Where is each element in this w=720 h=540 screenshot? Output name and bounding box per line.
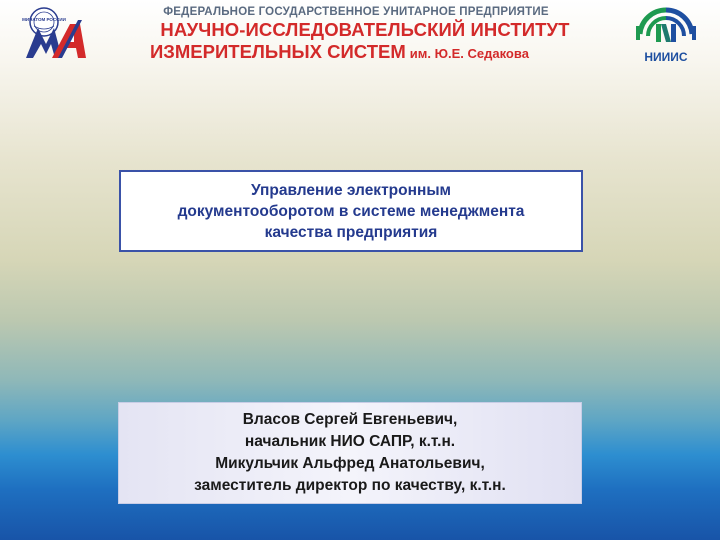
title-line: документооборотом в системе менеджмента (177, 202, 525, 220)
niiis-label: НИИИС (644, 50, 688, 64)
header (0, 0, 720, 68)
authors-box (118, 402, 582, 504)
author-line: Власов Сергей Евгеньевич, (242, 411, 458, 428)
title-line: качества предприятия (264, 223, 438, 241)
minatom-emblem-text-1: МИНАТОМ РОССИИ (22, 17, 66, 22)
author-line: начальник НИО САПР, к.т.н. (244, 433, 456, 450)
minatom-mai-logo-icon (22, 4, 90, 60)
org-line-3-suffix: им. Ю.Е. Седакова (409, 46, 529, 61)
minatom-logo (22, 4, 90, 60)
org-line-1: ФЕДЕРАЛЬНОЕ ГОСУДАРСТВЕННОЕ УНИТАРНОЕ ПРЕДПРИЯТИЕ (163, 6, 549, 18)
org-line-3-main: ИЗМЕРИТЕЛЬНЫХ СИСТЕМ (150, 41, 406, 62)
niiis-logo (630, 4, 702, 66)
title-box (119, 170, 583, 252)
org-line-2: НАУЧНО-ИССЛЕДОВАТЕЛЬСКИЙ ИНСТИТУТ (160, 19, 570, 40)
author-line: Микульчик Альфред Анатольевич, (215, 455, 485, 472)
niiis-logo-icon (630, 4, 702, 66)
org-line-3 (150, 41, 590, 63)
author-line: заместитель директор по качеству, к.т.н. (194, 477, 506, 494)
title-line: Управление электронным (250, 181, 452, 199)
